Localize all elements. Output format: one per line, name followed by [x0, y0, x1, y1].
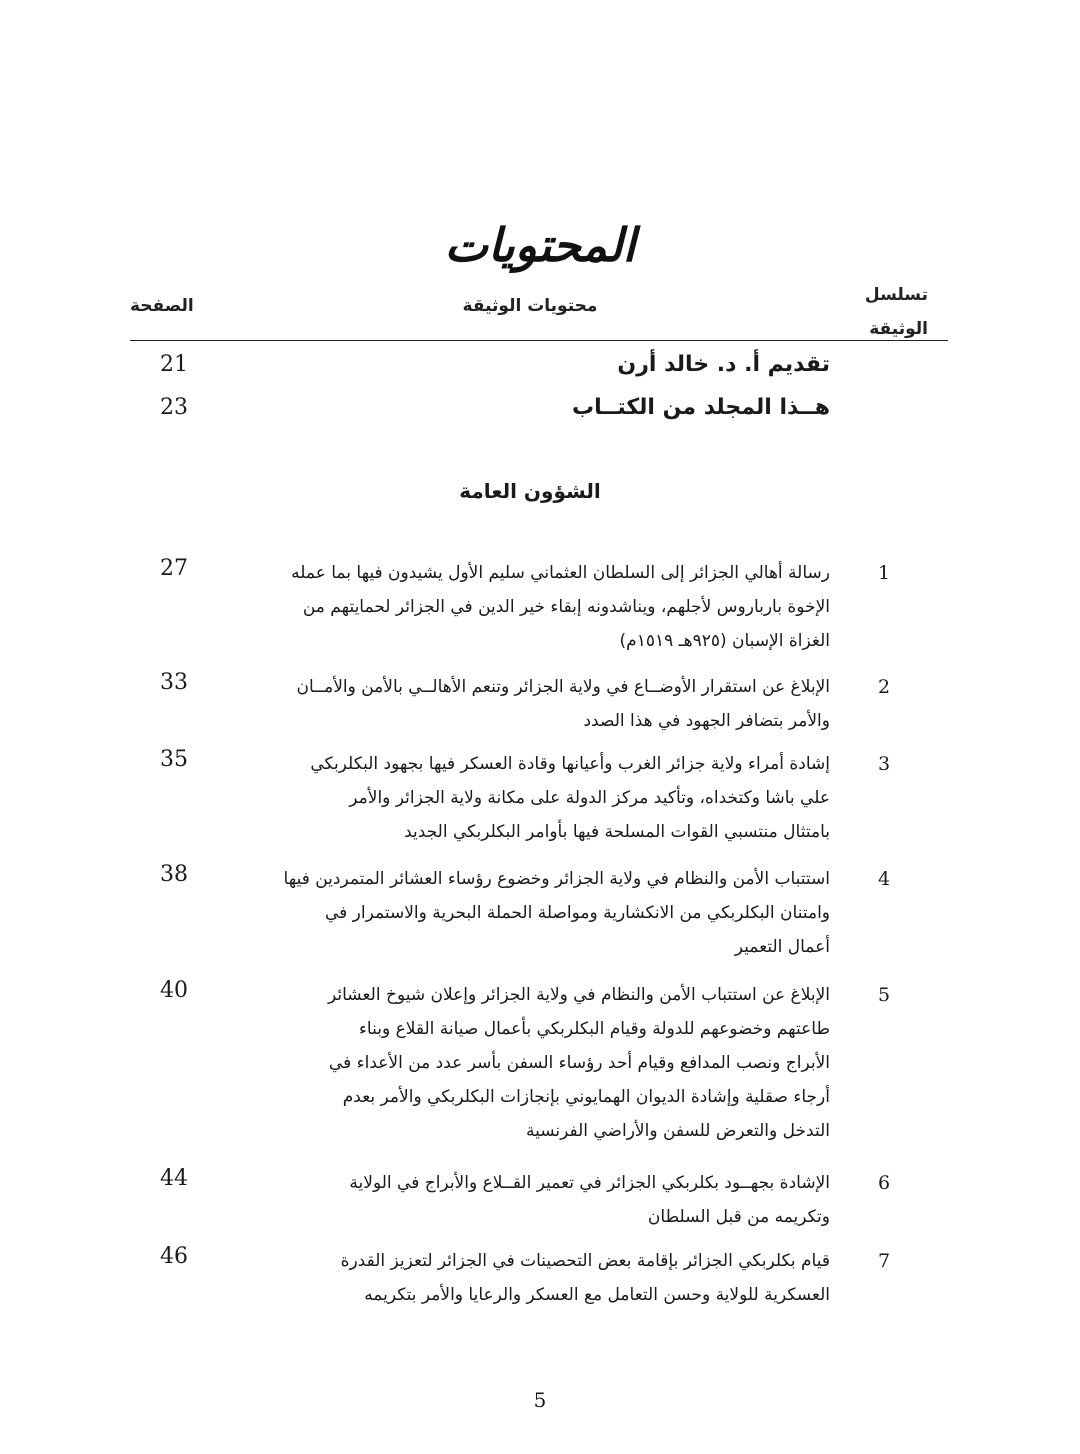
intro-row-volume [0, 388, 1080, 428]
column-header-serial [838, 278, 928, 346]
entry-line: استتباب الأمن والنظام في ولاية الجزائر وخضوع رؤساء العشائر المتمردين فيها [283, 869, 830, 889]
intro-page-number: 23 [160, 395, 188, 420]
entry-number: 4 [877, 868, 891, 890]
entry-line: أرجاء صقلية وإشادة الديوان الهمايوني بإنجازات البكلربكي والأمر بعدم [342, 1087, 830, 1107]
entry-line: طاعتهم وخضوعهم للدولة وقيام البكلربكي بأعمال صيانة القلاع وبناء [358, 1019, 830, 1039]
column-header-page: الصفحة [130, 296, 194, 316]
intro-page-number: 21 [160, 352, 188, 377]
header-divider [130, 340, 948, 341]
page-title: المحتويات [444, 218, 636, 272]
entry-line: قيام بكلربكي الجزائر بإقامة بعض التحصينات في الجزائر لتعزيز القدرة [340, 1251, 830, 1271]
column-header-content: محتويات الوثيقة [462, 296, 598, 316]
entry-text [220, 978, 830, 1148]
entry-line: وامتنان البكلربكي من الانكشارية ومواصلة الحملة البحرية والاستمرار في [324, 903, 830, 923]
entry-text [220, 670, 830, 738]
column-header-serial-line2: الوثيقة [869, 319, 928, 339]
section-heading: الشؤون العامة [459, 479, 601, 503]
entry-number: 7 [877, 1250, 891, 1272]
entry-page-number: 38 [160, 862, 188, 887]
entry-line: الإشادة بجهــود بكلربكي الجزائر في تعمير القــلاع والأبراج في الولاية [349, 1173, 830, 1193]
entry-line: الإخوة بارباروس لأجلهم، ويناشدونه إبقاء خير الدين في الجزائر لحمايتهم من [302, 597, 830, 617]
entry-page-number: 44 [160, 1166, 188, 1191]
entry-page-number: 35 [160, 747, 188, 772]
entry-line: بامتثال منتسبي القوات المسلحة فيها بأوامر البكلربكي الجديد [404, 822, 830, 842]
entry-text [220, 556, 830, 658]
column-header-serial-line1: تسلسل [864, 285, 928, 305]
entry-text [220, 862, 830, 964]
page-number: 5 [533, 1388, 547, 1412]
entry-text [220, 1166, 830, 1234]
entry-line: التدخل والتعرض للسفن والأراضي الفرنسية [525, 1121, 830, 1141]
intro-row-preface [0, 345, 1080, 385]
entry-page-number: 33 [160, 670, 188, 695]
entry-number: 6 [877, 1172, 891, 1194]
entry-line: العسكرية للولاية وحسن التعامل مع العسكر والرعايا والأمر بتكريمه [364, 1285, 830, 1305]
entry-page-number: 46 [160, 1244, 188, 1269]
entry-line: الغزاة الإسبان (٩٢٥هـ ١٥١٩م) [619, 631, 830, 651]
intro-title: تقديم أ. د. خالد أرن [617, 352, 830, 377]
entry-text [220, 1244, 830, 1312]
entry-line: علي باشا وكتخداه، وتأكيد مركز الدولة على مكانة ولاية الجزائر والأمر [349, 788, 830, 808]
entry-line: إشادة أمراء ولاية جزائر الغرب وأعيانها وقادة العسكر فيها بجهود البكلربكي [310, 754, 830, 774]
entry-line: رسالة أهالي الجزائر إلى السلطان العثماني سليم الأول يشيدون فيها بما عمله [291, 563, 830, 583]
entry-number: 2 [877, 676, 891, 698]
entry-page-number: 27 [160, 556, 188, 581]
entry-line: وتكريمه من قبل السلطان [647, 1207, 830, 1227]
entry-line: الإبلاغ عن استتباب الأمن والنظام في ولاية الجزائر وإعلان شيوخ العشائر [328, 985, 830, 1005]
entry-text [220, 747, 830, 849]
entry-line: والأمر بتضافر الجهود في هذا الصدد [583, 711, 830, 731]
entry-line: الأبراج ونصب المدافع وقيام أحد رؤساء السفن بأسر عدد من الأعداء في [328, 1053, 830, 1073]
entry-number: 5 [877, 984, 891, 1006]
entry-number: 1 [877, 562, 891, 584]
entry-number: 3 [877, 753, 891, 775]
entry-line: الإبلاغ عن استقرار الأوضــاع في ولاية الجزائر وتنعم الأهالــي بالأمن والأمــان [296, 677, 830, 697]
entry-line: أعمال التعمير [734, 937, 830, 957]
intro-title: هــذا المجلد من الكتــاب [571, 395, 830, 420]
entry-page-number: 40 [160, 978, 188, 1003]
